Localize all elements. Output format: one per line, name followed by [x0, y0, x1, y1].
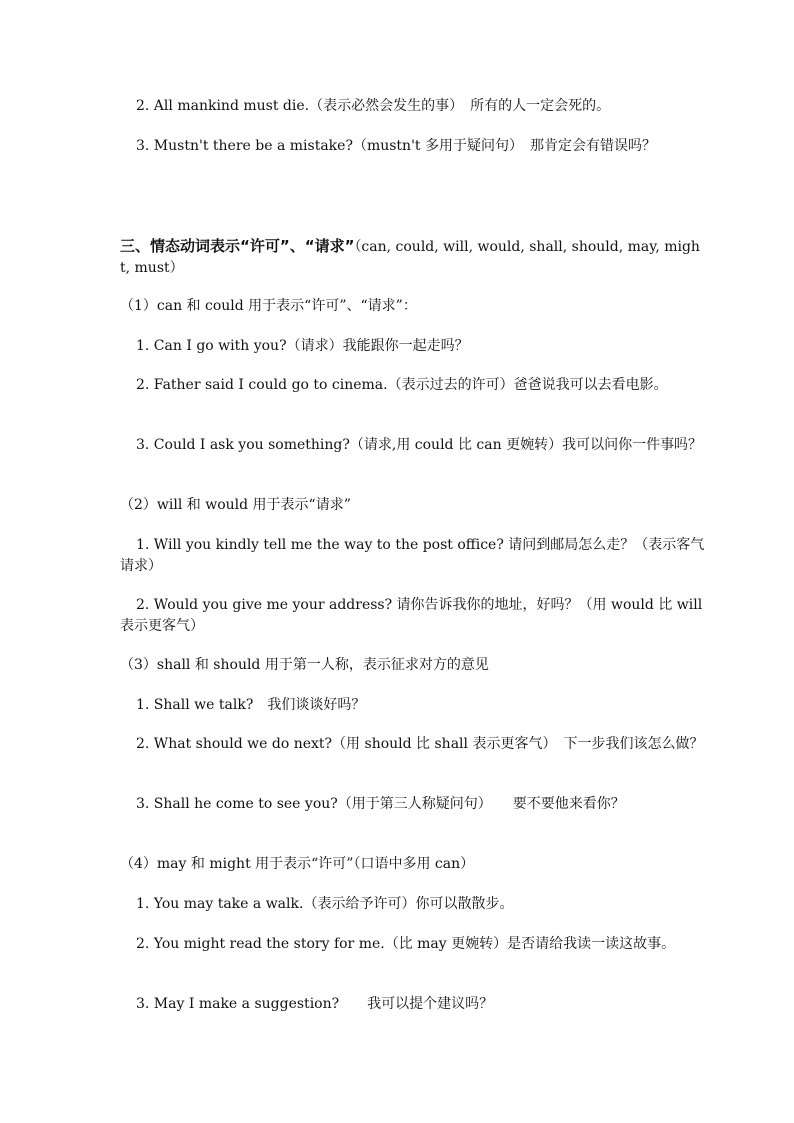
example-shall-we-talk: 1. Shall we talk? 我们谈谈好吗？: [136, 697, 366, 713]
example-may-take-walk: 1. You may take a walk.（表示给予许可）你可以散散步。: [136, 896, 514, 912]
example-could-go-cinema: 2. Father said I could go to cinema.（表示过去的许可）爸爸说我可以去看电影。: [136, 377, 668, 393]
example-can-go-with-you: 1. Can I go with you?（请求）我能跟你一起走吗？: [136, 338, 469, 354]
paragraph-mankind-must-die: 2. All mankind must die.（表示必然会发生的事） 所有的人一定会死的。: [136, 98, 611, 114]
example-might-read-story: 2. You might read the story for me.（比 may 更婉转）是否请给我读一读这故事。: [136, 936, 676, 952]
example-will-post-office: 1. Will you kindly tell me the way to the post office? 请问到邮局怎么走？（表示客气请求）: [120, 537, 705, 574]
subheading-may-might: （4）may 和 might 用于表示“许可”（口语中多用 can）: [120, 856, 475, 872]
heading-modal-list: （can, could, will, would, shall, should, may, might, must）: [120, 239, 700, 276]
section-heading-permission-request: [120, 236, 705, 279]
example-shall-he-come: 3. Shall he come to see you?（用于第三人称疑问句） 要不要他来看你？: [136, 796, 625, 812]
example-could-ask-something: 3. Could I ask you something?（请求,用 could 比 can 更婉转）我可以问你一件事吗？: [136, 437, 703, 453]
subheading-can-could: （1）can 和 could 用于表示“许可”、“请求”：: [120, 298, 417, 314]
example-what-should-we-do: 2. What should we do next?（用 should 比 shall 表示更客气） 下一步我们该怎么做？: [136, 736, 704, 752]
paragraph-mustnt-mistake: 3. Mustn't there be a mistake?（mustn't 多用于疑问句） 那肯定会有错误吗？: [136, 138, 656, 154]
example-would-address: 2. Would you give me your address? 请你告诉我你的地址，好吗？（用 would 比 will 表示更客气）: [120, 597, 703, 634]
subheading-shall-should: （3）shall 和 should 用于第一人称，表示征求对方的意见: [120, 657, 489, 673]
example-may-suggestion: 3. May I make a suggestion? 我可以提个建议吗？: [136, 996, 494, 1012]
subheading-will-would: （2）will 和 would 用于表示“请求”: [120, 497, 351, 513]
heading-bold-text: 三、情态动词表示“许可”、“请求”: [120, 237, 355, 255]
